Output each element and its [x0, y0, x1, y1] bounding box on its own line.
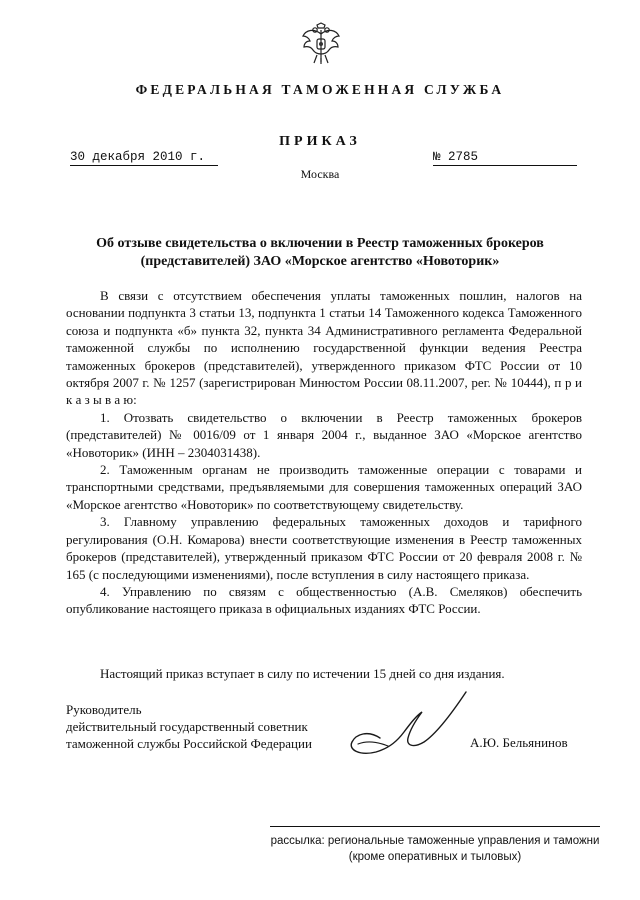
- signer-title-2: действительный государственный советник: [66, 719, 308, 734]
- document-type: ПРИКАЗ: [279, 134, 361, 149]
- signer-titles: [66, 701, 366, 752]
- item-2-paragraph: 2. Таможенным органам не производить таможенные операции с товарами и транспортными средствами, предъявляемыми для совершения таможенных операций ЗАО «Морское агентство «Новоторик» по соответствующему свидетельству.: [66, 462, 582, 512]
- order-city: Москва: [300, 167, 340, 181]
- signer-title-3: таможенной службы Российской Федерации: [66, 736, 312, 751]
- distribution-line-2: (кроме оперативных и тыловых): [348, 851, 522, 863]
- item-3-paragraph: 3. Главному управлению федеральных таможенных доходов и тарифного регулирования (О.Н. Комарова) внести соответствующие изменения в Реестр таможенных брокеров (представителей), утвержденный приказом ФТС России от 20 февраля 2008 г. № 165 (с последующими изменениями), после вступления в силу настоящего приказа.: [66, 514, 582, 582]
- item-1-paragraph: 1. Отозвать свидетельство о включении в Реестр таможенных брокеров (представителей) № 0016/09 от 1 января 2004 г., выданное ЗАО «Морское агентство «Новоторик» (ИНН – 2304031438).: [66, 409, 582, 460]
- subject-line-1: Об отзыве свидетельства о включении в Реестр таможенных брокеров: [96, 236, 544, 251]
- distribution-divider: [270, 826, 600, 827]
- signer-name: А.Ю. Бельянинов: [470, 735, 568, 750]
- order-number: № 2785: [433, 150, 577, 166]
- distribution-line-1: рассылка: региональные таможенные управления и таможни: [270, 835, 600, 847]
- signer-title-1: Руководитель: [66, 702, 142, 717]
- subject-line-2: (представителей) ЗАО «Морское агентство «Новоторик»: [140, 254, 500, 269]
- order-date: 30 декабря 2010 г.: [70, 150, 218, 166]
- order-subject: [60, 235, 580, 271]
- handwritten-signature: [338, 686, 478, 764]
- preamble-paragraph: В связи с отсутствием обеспечения уплаты таможенных пошлин, налогов на основании подпункта 3 статьи 13, подпункта 1 статьи 14 Таможенного кодекса Таможенного союза и подпункта «б» пункта 32, пункта 34 Административного регламента Федеральной таможенной службы по исполнению государственной функции ведения Реестра таможенных брокеров (представителей), утвержденного приказом ФТС России от 10 октября 2007 г. № 1257 (зарегистрирован Минюстом России 08.11.2007, рег. № 10444), п р и к а з ы в а ю:: [66, 288, 582, 408]
- double-headed-eagle-icon: [300, 22, 342, 66]
- effective-date-paragraph: Настоящий приказ вступает в силу по истечении 15 дней со дня издания.: [100, 666, 505, 681]
- item-4-paragraph: 4. Управлению по связям с общественностью (А.В. Смеляков) обеспечить опубликование настоящего приказа в официальных изданиях ФТС России.: [66, 583, 582, 617]
- agency-name: ФЕДЕРАЛЬНАЯ ТАМОЖЕННАЯ СЛУЖБА: [135, 82, 505, 97]
- order-body: [66, 287, 582, 618]
- distribution-list: [270, 833, 600, 865]
